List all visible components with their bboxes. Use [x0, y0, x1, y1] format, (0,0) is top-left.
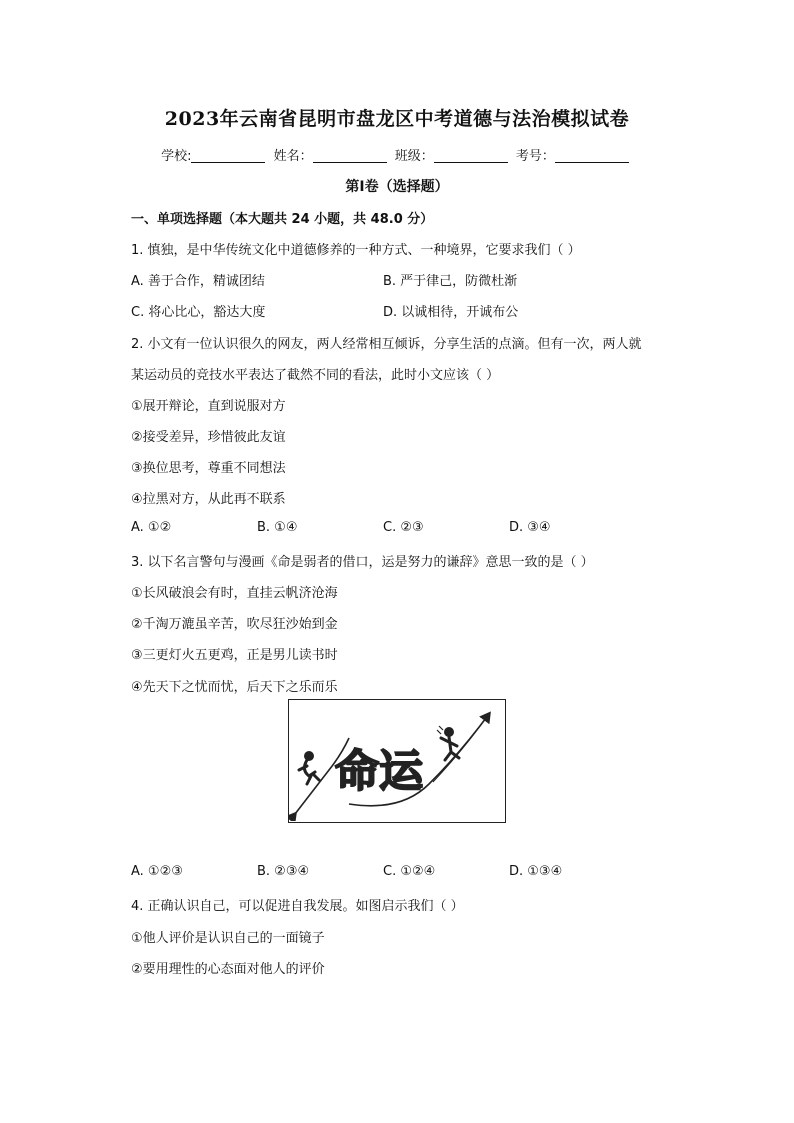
cartoon-figure: [288, 699, 506, 823]
exam-title: 2023年云南省昆明市盘龙区中考道德与法治模拟试卷: [164, 108, 630, 130]
name-blank: [313, 148, 387, 163]
q3-item-4: ④先天下之忧而忧，后天下之乐而乐: [131, 680, 338, 695]
q2-item-2: ②接受差异，珍惜彼此友谊: [131, 430, 286, 445]
q2-stem-line2: 某运动员的竞技水平表达了截然不同的看法，此时小文应该（ ）: [131, 368, 500, 383]
q4-stem: 4. 正确认识自己，可以促进自我发展。如图启示我们（ ）: [131, 899, 464, 914]
q2-option-b: B. ①④: [257, 520, 298, 535]
q3-option-c: C. ①②④: [383, 864, 436, 879]
q2-item-4: ④拉黑对方，从此再不联系: [131, 492, 286, 507]
school-blank: [191, 148, 265, 163]
q3-item-1: ①长风破浪会有时，直挂云帆济沧海: [131, 586, 338, 601]
q2-stem-line1: 2. 小文有一位认识很久的网友，两人经常相互倾诉，分享生活的点滴。但有一次，两人就: [131, 337, 642, 352]
q1-option-d: D. 以诚相待，开诚布公: [383, 305, 519, 320]
name-label: 姓名：: [273, 149, 313, 164]
number-blank: [555, 148, 629, 163]
q1-option-b: B. 严于律己，防微杜渐: [383, 274, 518, 289]
q4-item-1: ①他人评价是认识自己的一面镜子: [131, 931, 325, 946]
q3-option-d: D. ①③④: [509, 864, 563, 879]
section-title: 第Ⅰ卷（选择题）: [345, 179, 449, 195]
q3-stem: 3. 以下名言警句与漫画《命是弱者的借口，运是努力的谦辞》意思一致的是（ ）: [131, 555, 594, 570]
number-label: 考号：: [515, 149, 555, 164]
q1-option-a: A. 善于合作，精诚团结: [131, 274, 265, 289]
q3-item-3: ③三更灯火五更鸡，正是男儿读书时: [131, 648, 338, 663]
q2-option-c: C. ②③: [383, 520, 424, 535]
q1-option-c: C. 将心比心，豁达大度: [131, 305, 266, 320]
cartoon-drawing: [289, 700, 504, 821]
q3-item-2: ②千淘万漉虽辛苦，吹尽狂沙始到金: [131, 617, 338, 632]
q1-stem: 1. 慎独，是中华传统文化中道德修养的一种方式、一种境界，它要求我们（ ）: [131, 243, 581, 258]
q4-item-2: ②要用理性的心态面对他人的评价: [131, 962, 325, 977]
falling-person-icon: [299, 751, 319, 784]
q2-option-d: D. ③④: [509, 520, 551, 535]
q3-option-b: B. ②③④: [257, 864, 310, 879]
student-info-row: [0, 145, 794, 164]
q2-option-a: A. ①②: [131, 520, 172, 535]
q2-item-3: ③换位思考，尊重不同想法: [131, 461, 286, 476]
part-one-heading: 一、单项选择题（本大题共 24 小题，共 48.0 分）: [131, 212, 434, 227]
school-label: 学校:: [161, 149, 192, 164]
class-blank: [434, 148, 508, 163]
class-label: 班级：: [394, 149, 434, 164]
fate-characters: 命运: [335, 746, 423, 797]
q2-item-1: ①展开辩论，直到说服对方: [131, 399, 286, 414]
climbing-person-icon: [437, 726, 459, 760]
q3-option-a: A. ①②③: [131, 864, 183, 879]
